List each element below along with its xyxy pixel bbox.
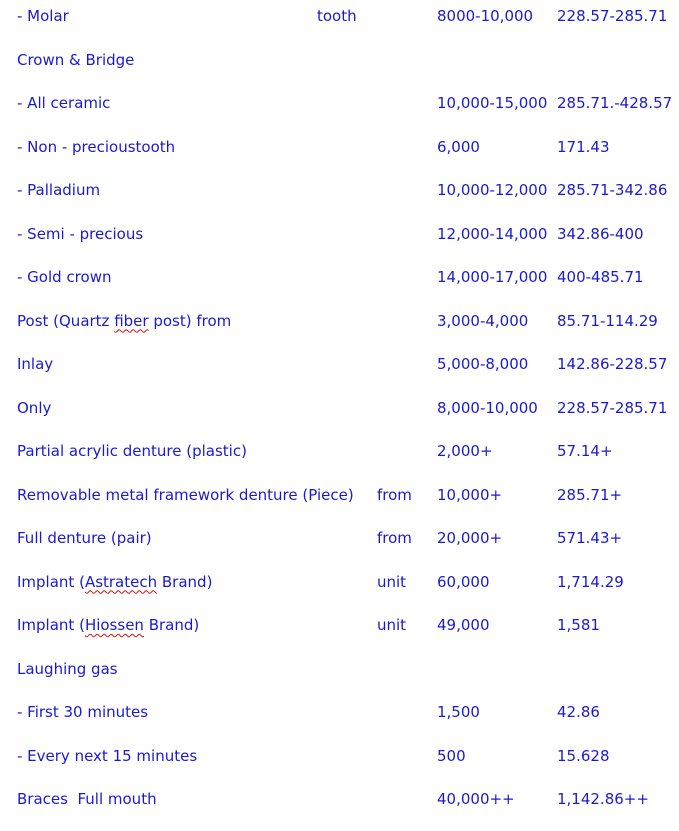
- treatment-name-part: post) from: [148, 311, 232, 330]
- treatment-name: - Semi - precious: [17, 224, 144, 243]
- table-row: [17, 309, 679, 353]
- price-usd: 15.628: [557, 746, 610, 765]
- spellcheck-flagged-word: fiber: [114, 311, 149, 330]
- treatment-name: - Every next 15 minutes: [17, 746, 198, 765]
- section-heading: Crown & Bridge: [17, 50, 135, 69]
- treatment-name: Only: [17, 398, 52, 417]
- price-thb: 20,000+: [437, 529, 503, 547]
- price-usd: 342.86-400: [557, 224, 644, 243]
- table-row: [17, 352, 679, 396]
- table-row: [17, 178, 679, 222]
- treatment-name: - Palladium: [17, 181, 101, 199]
- treatment-name-part: Implant (: [17, 616, 85, 634]
- price-thb: 14,000-17,000: [437, 268, 548, 286]
- price-thb: 500: [437, 746, 466, 765]
- price-usd: 285.71.-428.57: [557, 94, 673, 112]
- price-usd: 85.71-114.29: [557, 311, 658, 330]
- price-thb: 60,000: [437, 572, 490, 591]
- spellcheck-flagged-word: Astratech: [84, 572, 158, 591]
- price-thb: 10,000+: [437, 485, 503, 504]
- treatment-name: Removable metal framework denture (Piece): [17, 485, 354, 504]
- price-usd: 1,581: [557, 616, 600, 634]
- price-thb: 6,000: [437, 137, 480, 156]
- price-usd: 228.57-285.71: [557, 398, 668, 417]
- price-thb: 3,000-4,000: [437, 311, 529, 330]
- treatment-name: - Molar: [17, 7, 69, 25]
- price-usd: 171.43: [557, 137, 610, 156]
- price-usd: 1,714.29: [557, 572, 624, 591]
- price-usd: 142.86-228.57: [557, 355, 668, 373]
- price-thb: 10,000-12,000: [437, 181, 548, 199]
- price-usd: 228.57-285.71: [557, 7, 668, 25]
- table-row: [17, 570, 679, 614]
- price-thb: 8,000-10,000: [437, 398, 538, 417]
- price-usd: 571.43+: [557, 529, 623, 547]
- table-row: [17, 91, 679, 135]
- price-thb: 1,500: [437, 703, 480, 721]
- price-thb: 10,000-15,000: [437, 94, 548, 112]
- price-thb: 40,000++: [437, 790, 515, 808]
- price-thb: 8000-10,000: [437, 7, 534, 25]
- treatment-unit: from: [377, 529, 412, 547]
- treatment-name: - Gold crown: [17, 268, 112, 286]
- treatment-name: Inlay: [17, 355, 54, 373]
- price-usd: 285.71-342.86: [557, 181, 668, 199]
- treatment-name: - Non - precioustooth: [17, 137, 176, 156]
- treatment-name-part: Implant (: [17, 572, 85, 591]
- table-row: [17, 222, 679, 266]
- treatment-name: Partial acrylic denture (plastic): [17, 442, 247, 460]
- price-thb: 5,000-8,000: [437, 355, 529, 373]
- treatment-name: Full denture (pair): [17, 529, 152, 547]
- section-heading-row: [17, 48, 679, 92]
- treatment-unit: from: [377, 485, 412, 504]
- table-row: [17, 4, 679, 48]
- dental-price-table: [17, 4, 679, 831]
- table-row: [17, 744, 679, 788]
- treatment-unit: tooth: [317, 7, 357, 25]
- treatment-name-part: Brand): [157, 572, 213, 591]
- table-row: [17, 700, 679, 744]
- section-heading: Laughing gas: [17, 659, 118, 678]
- treatment-name: - First 30 minutes: [17, 703, 149, 721]
- treatment-name: [17, 613, 199, 637]
- treatment-name: - All ceramic: [17, 94, 111, 112]
- price-usd: 42.86: [557, 703, 600, 721]
- treatment-unit: unit: [377, 616, 407, 634]
- price-usd: 57.14+: [557, 442, 613, 460]
- table-row: [17, 396, 679, 440]
- spellcheck-flagged-word: Hiossen: [84, 616, 144, 634]
- treatment-name: [17, 570, 212, 594]
- price-usd: 285.71+: [557, 485, 623, 504]
- price-thb: 2,000+: [437, 442, 493, 460]
- price-thb: 12,000-14,000: [437, 224, 548, 243]
- treatment-name: [17, 309, 231, 333]
- treatment-name-part: Post (Quartz: [17, 311, 115, 330]
- price-usd: 400-485.71: [557, 268, 644, 286]
- table-row: [17, 787, 679, 831]
- table-row: [17, 526, 679, 570]
- table-row: [17, 265, 679, 309]
- section-heading-row: [17, 657, 679, 701]
- treatment-name: Braces Full mouth: [17, 790, 157, 808]
- table-row: [17, 439, 679, 483]
- treatment-unit: unit: [377, 572, 407, 591]
- table-row: [17, 483, 679, 527]
- price-thb: 49,000: [437, 616, 490, 634]
- table-row: [17, 613, 679, 657]
- price-usd: 1,142.86++: [557, 790, 649, 808]
- table-row: [17, 135, 679, 179]
- treatment-name-part: Brand): [143, 616, 200, 634]
